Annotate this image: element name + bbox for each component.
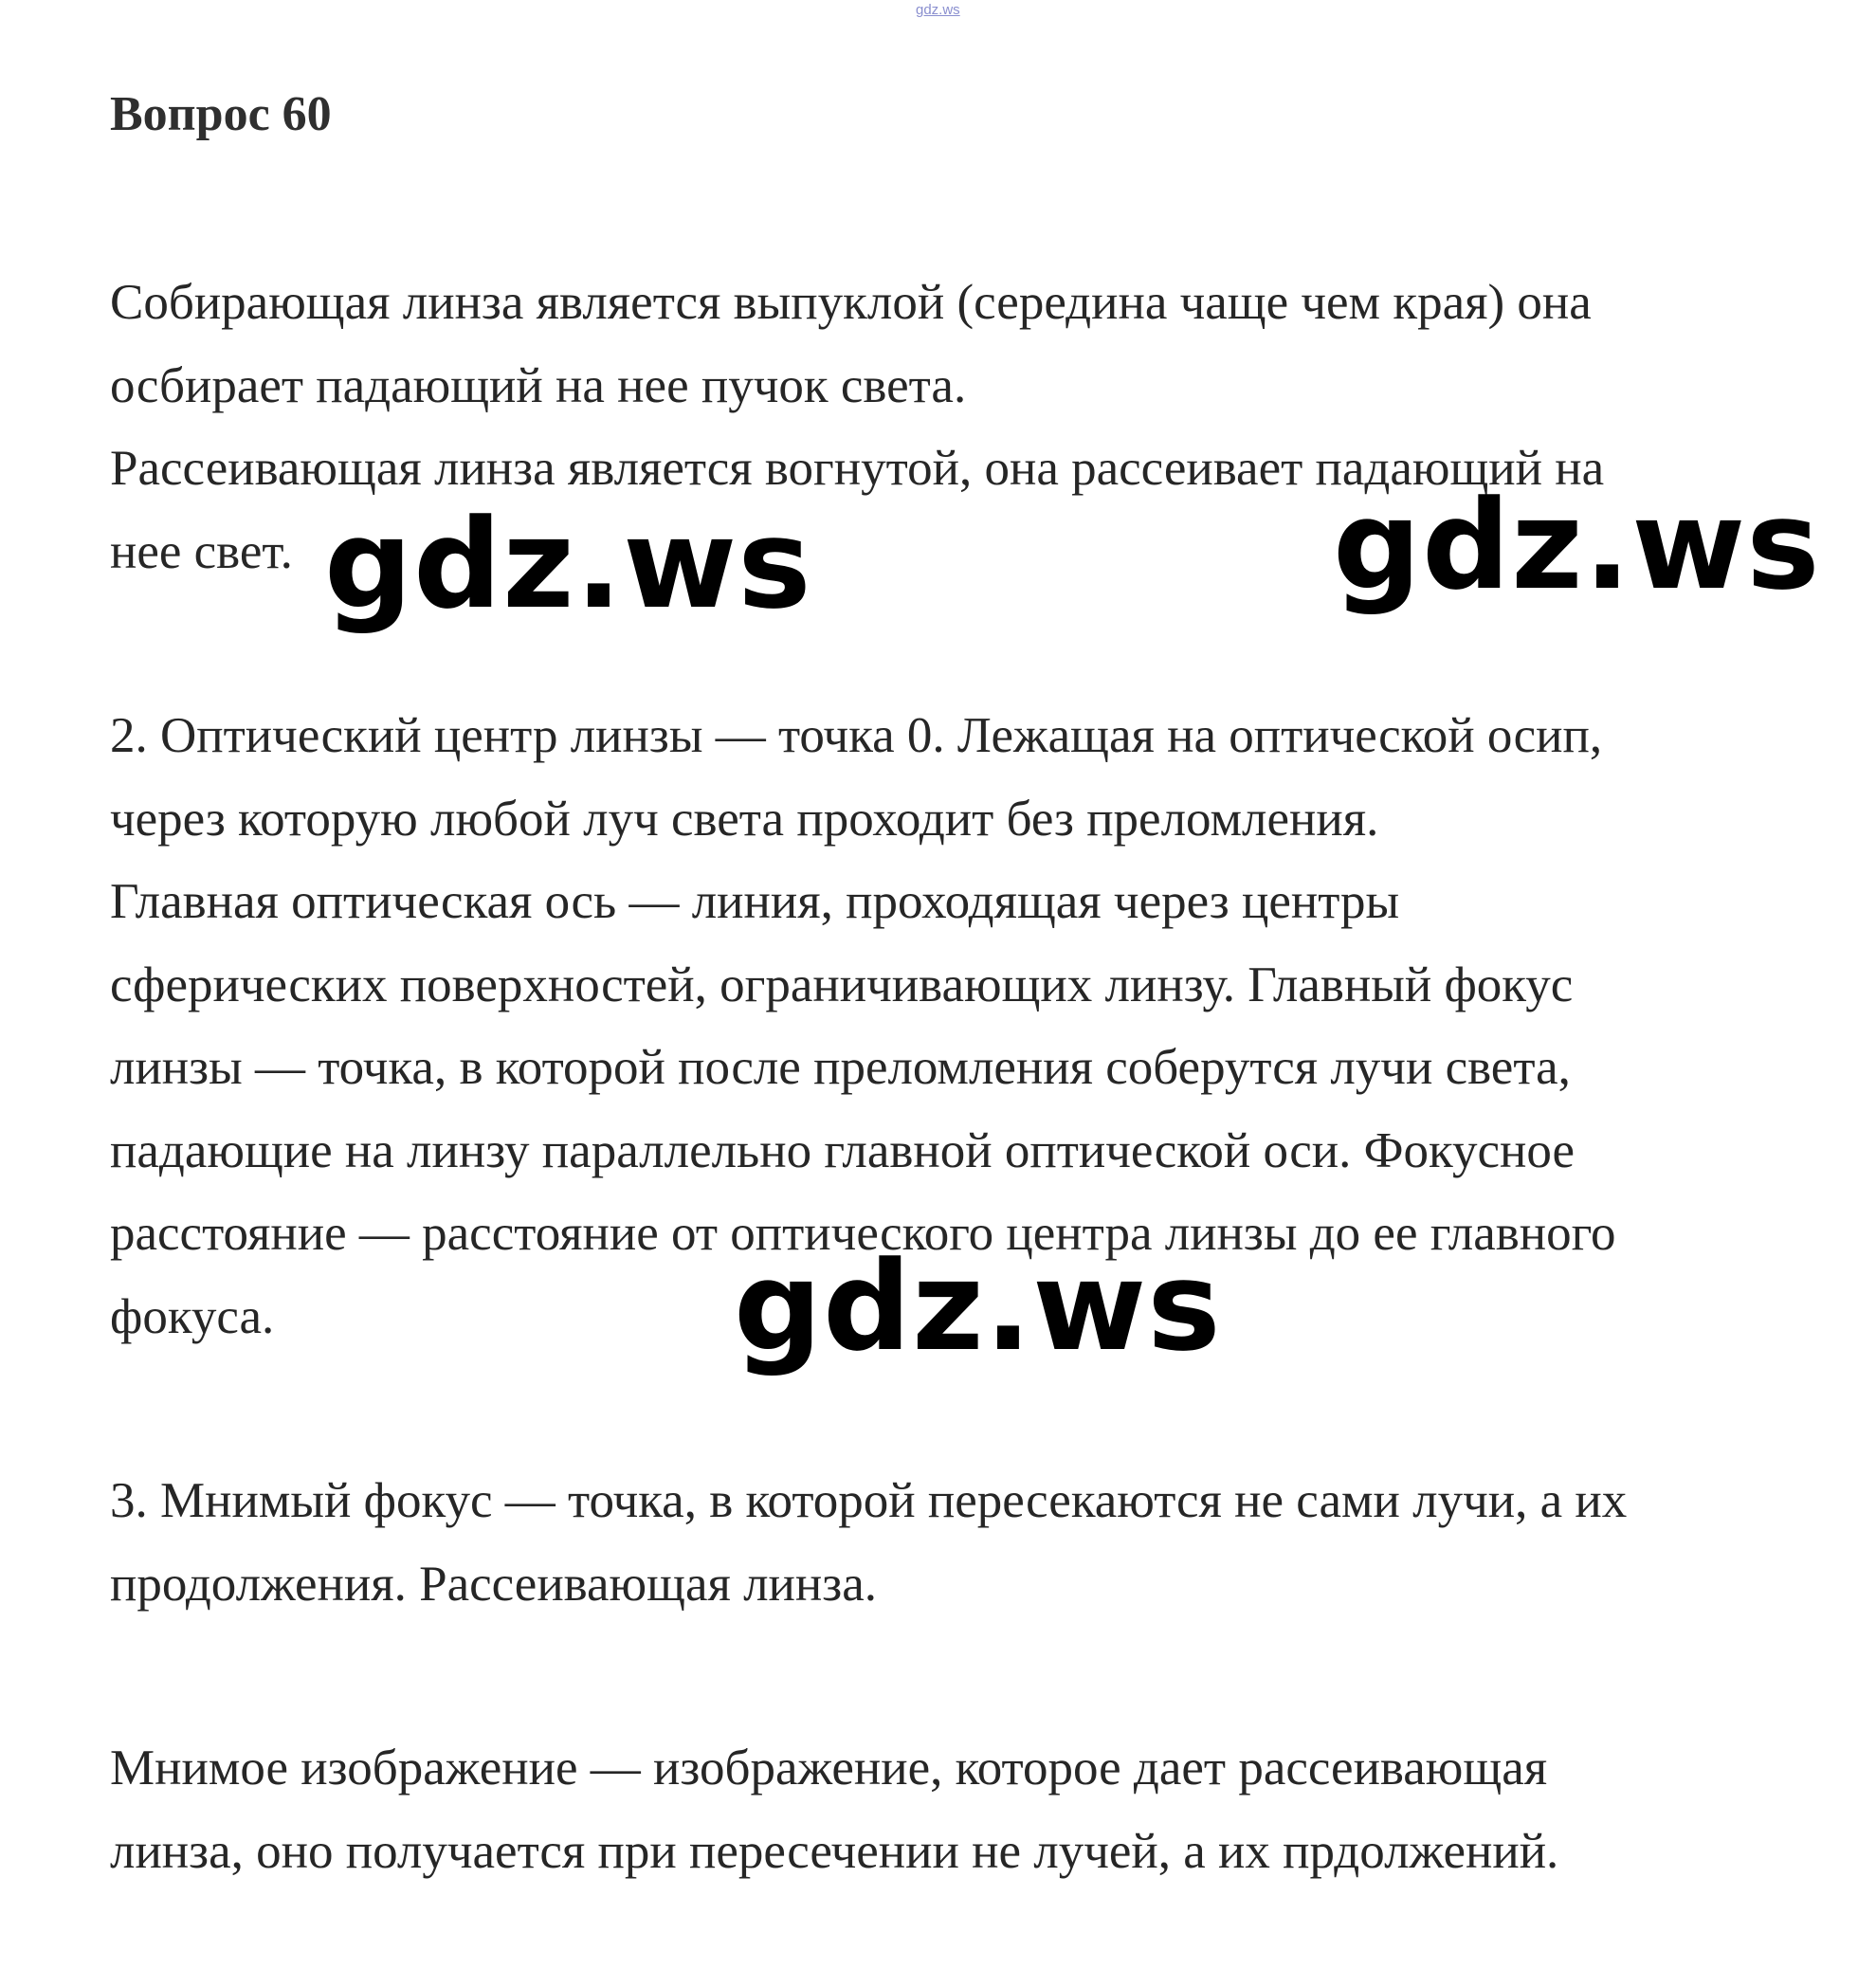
text-line: продолжения. Рассеивающая линза. xyxy=(110,1556,877,1612)
text-line: через которую любой луч света проходит без преломления. xyxy=(110,791,1379,847)
text-line: осбирает падающий на нее пучок света. xyxy=(110,357,967,413)
text-line: Собирающая линза является выпуклой (середина чаще чем края) она xyxy=(110,275,1592,330)
watermark-logo: gdz.ws xyxy=(324,492,812,636)
text-line: сферических поверхностей, ограничивающих линзу. Главный фокус xyxy=(110,957,1574,1012)
text-line: 3. Мнимый фокус — точка, в которой пересекаются не сами лучи, а их xyxy=(110,1473,1628,1528)
page-title: Вопрос 60 xyxy=(110,87,332,141)
text-line: Главная оптическая ось — линия, проходящая через центры xyxy=(110,874,1400,929)
text-line: 2. Оптический центр линзы — точка 0. Лежащая на оптической осип, xyxy=(110,708,1603,763)
text-line: фокуса. xyxy=(110,1288,275,1344)
text-line: расстояние — расстояние от оптического центра линзы до ее главного xyxy=(110,1206,1616,1261)
text-line: падающие на линзу параллельно главной оптической оси. Фокусное xyxy=(110,1122,1575,1178)
text-line: Мнимое изображение — изображение, которое дает рассеивающая xyxy=(110,1741,1548,1796)
text-line: линза, оно получается при пересечении не лучей, а их прдолжений. xyxy=(110,1823,1559,1879)
site-watermark-link[interactable]: gdz.ws xyxy=(916,2,960,18)
paragraph-virtual-focus xyxy=(110,1460,1816,1626)
watermark-logo: gdz.ws xyxy=(1333,473,1821,617)
text-line: нее свет. xyxy=(110,523,293,579)
text-line: линзы — точка, в которой после преломления соберутся лучи света, xyxy=(110,1040,1571,1095)
watermark-logo: gdz.ws xyxy=(734,1234,1222,1378)
paragraph-virtual-image xyxy=(110,1727,1816,1893)
text-line: Рассеивающая линза является вогнутой, она рассеивает падающий на xyxy=(110,441,1605,496)
